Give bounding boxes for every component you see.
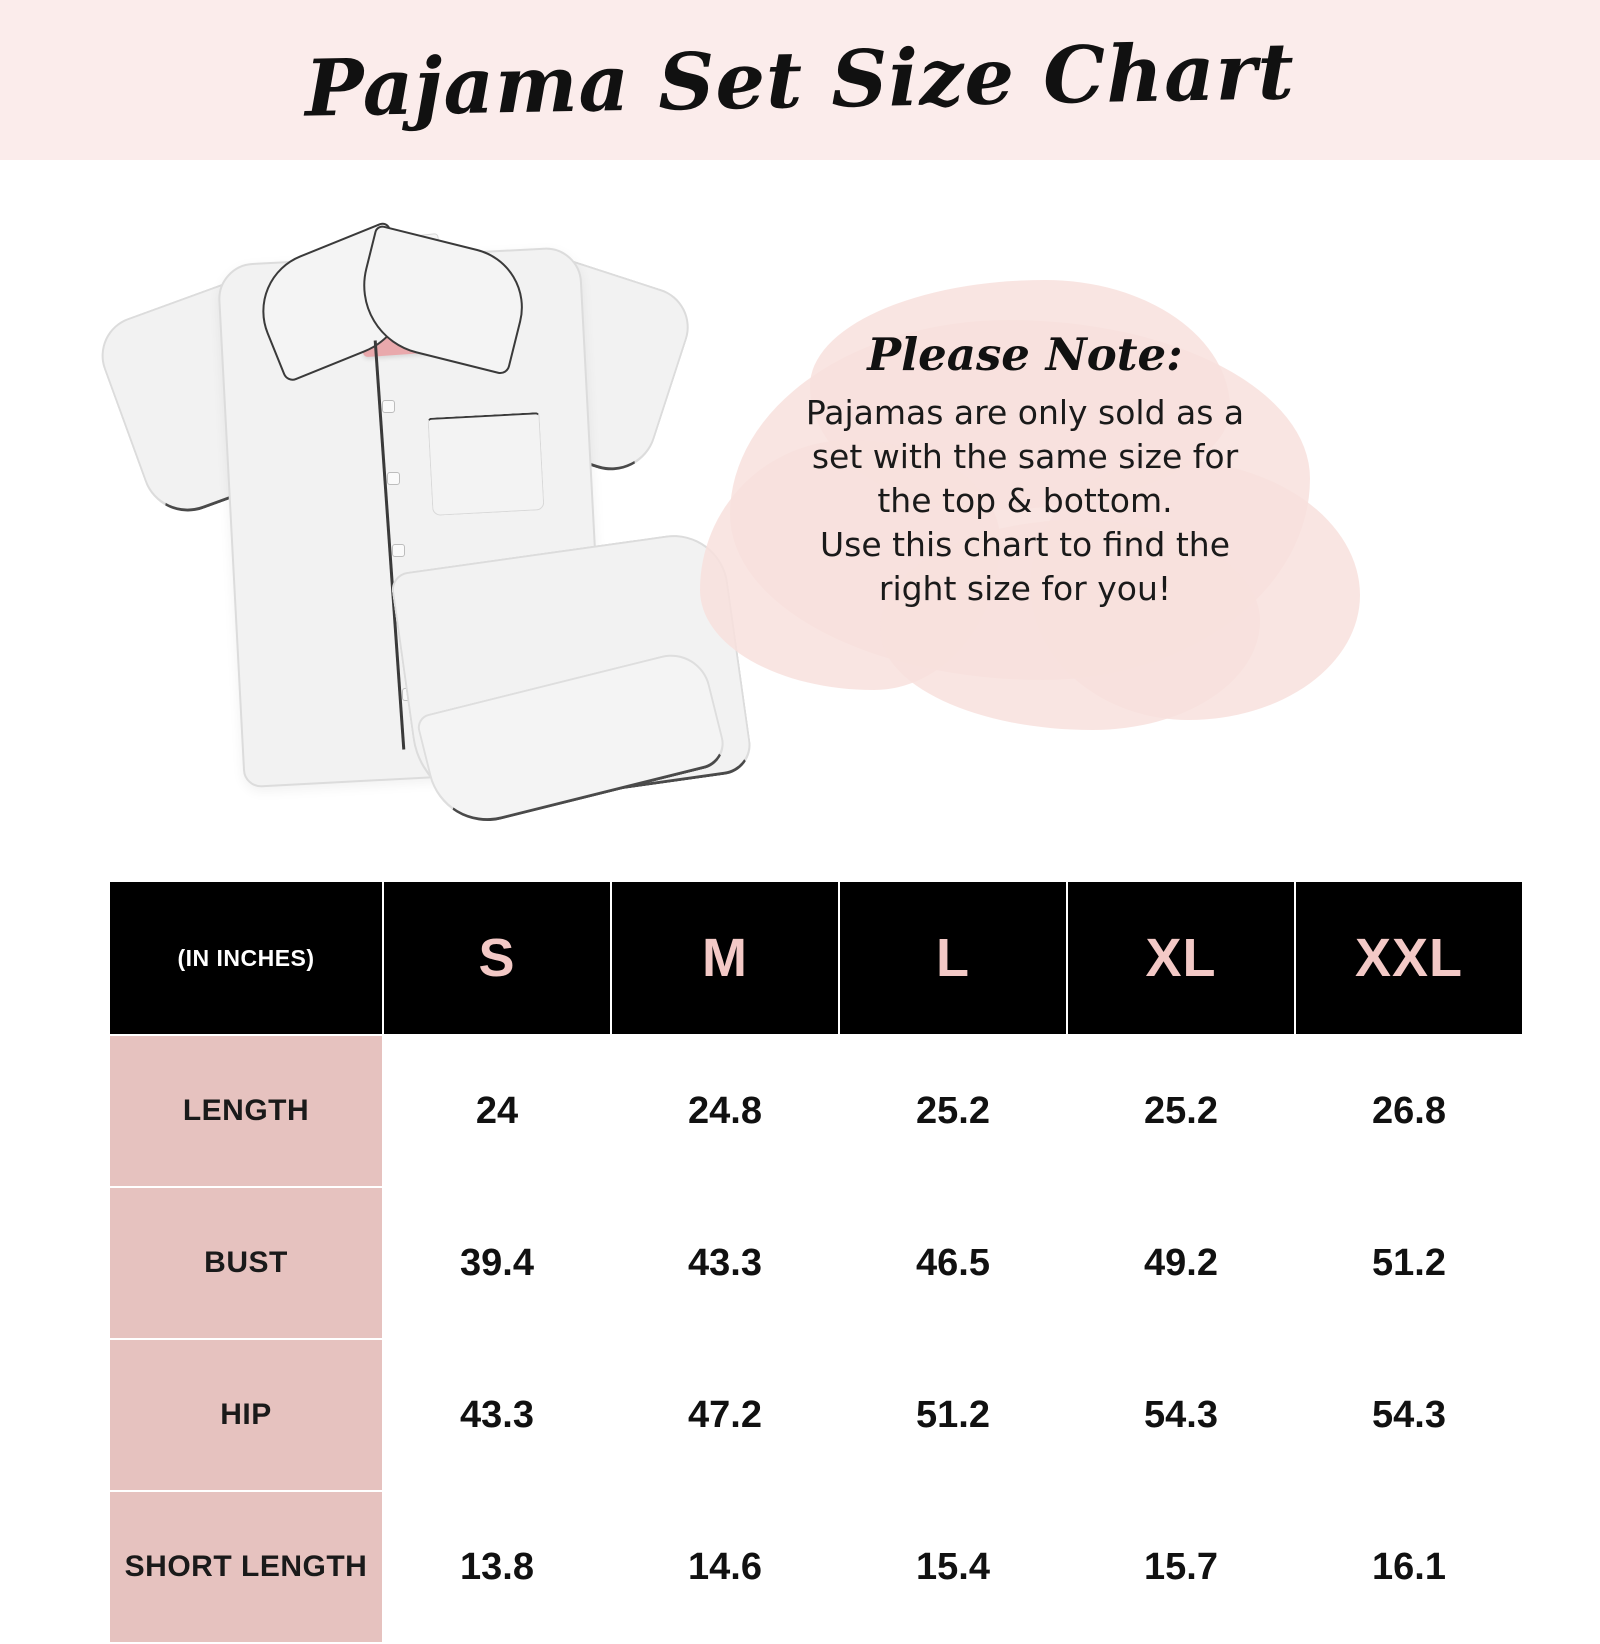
page-title: Pajama Set Size Chart <box>304 25 1296 135</box>
cell-length-xl: 25.2 <box>1067 1035 1295 1187</box>
cell-length-s: 24 <box>383 1035 611 1187</box>
please-note-callout <box>700 260 1360 780</box>
row-label-bust: BUST <box>109 1187 383 1339</box>
shirt-button <box>387 472 400 485</box>
table-header <box>109 881 1523 1035</box>
row-label-short-length: SHORT LENGTH <box>109 1491 383 1643</box>
chest-pocket <box>428 412 545 516</box>
cell-hip-l: 51.2 <box>839 1339 1067 1491</box>
product-photo <box>80 180 760 850</box>
cell-short-length-m: 14.6 <box>611 1491 839 1643</box>
cell-bust-xl: 49.2 <box>1067 1187 1295 1339</box>
table-row <box>109 1491 1523 1643</box>
cell-length-xxl: 26.8 <box>1295 1035 1523 1187</box>
note-text-block <box>740 328 1310 610</box>
size-chart-table <box>108 880 1524 1644</box>
note-line: the top & bottom. <box>877 480 1173 520</box>
row-label-length: LENGTH <box>109 1035 383 1187</box>
table-body <box>109 1035 1523 1643</box>
size-column-header-xxl: XXL <box>1295 881 1523 1035</box>
cell-length-l: 25.2 <box>839 1035 1067 1187</box>
cell-hip-m: 47.2 <box>611 1339 839 1491</box>
note-line: set with the same size for <box>811 436 1239 476</box>
size-column-header-m: M <box>611 881 839 1035</box>
note-line: right size for you! <box>878 568 1172 608</box>
note-heading: Please Note: <box>867 328 1183 381</box>
row-label-hip: HIP <box>109 1339 383 1491</box>
size-column-header-xl: XL <box>1067 881 1295 1035</box>
pajama-shorts-illustration <box>385 530 745 830</box>
cell-hip-xl: 54.3 <box>1067 1339 1295 1491</box>
cell-hip-xxl: 54.3 <box>1295 1339 1523 1491</box>
cell-short-length-xxl: 16.1 <box>1295 1491 1523 1643</box>
header-banner <box>0 0 1600 160</box>
cell-bust-l: 46.5 <box>839 1187 1067 1339</box>
cell-short-length-s: 13.8 <box>383 1491 611 1643</box>
table-row <box>109 1035 1523 1187</box>
note-line: Pajamas are only sold as a <box>805 393 1245 432</box>
cell-short-length-xl: 15.7 <box>1067 1491 1295 1643</box>
note-line: Use this chart to find the <box>819 524 1231 564</box>
table-row <box>109 1187 1523 1339</box>
unit-label: (IN INCHES) <box>109 881 383 1035</box>
cell-bust-m: 43.3 <box>611 1187 839 1339</box>
cell-hip-s: 43.3 <box>383 1339 611 1491</box>
size-column-header-l: L <box>839 881 1067 1035</box>
shirt-button <box>382 400 395 413</box>
table-header-row <box>109 881 1523 1035</box>
size-column-header-s: S <box>383 881 611 1035</box>
cell-bust-xxl: 51.2 <box>1295 1187 1523 1339</box>
cell-bust-s: 39.4 <box>383 1187 611 1339</box>
cell-length-m: 24.8 <box>611 1035 839 1187</box>
cell-short-length-l: 15.4 <box>839 1491 1067 1643</box>
table-row <box>109 1339 1523 1491</box>
